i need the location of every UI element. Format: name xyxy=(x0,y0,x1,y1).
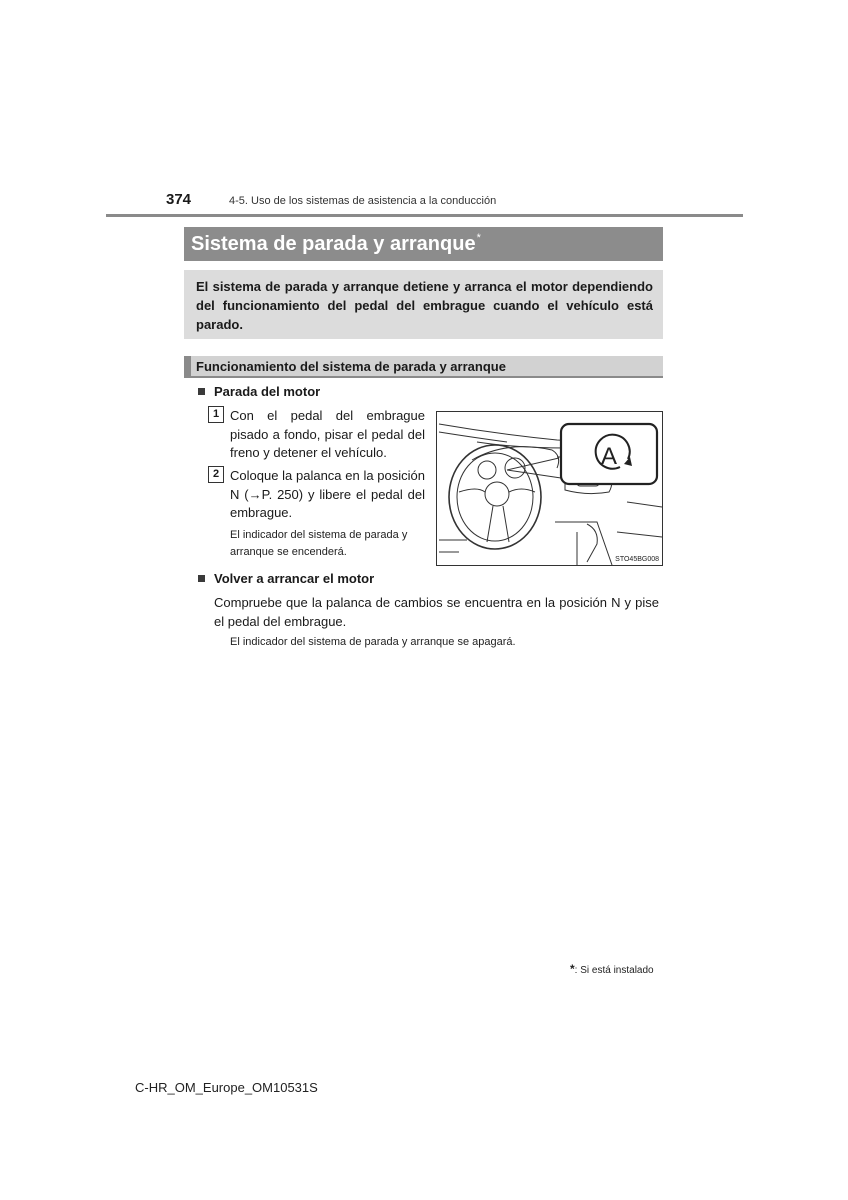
footnote-text: : Si está instalado xyxy=(574,965,654,976)
intro-box xyxy=(184,270,663,339)
heading-accent-bar xyxy=(184,356,191,376)
restart-engine-text: Compruebe que la palanca de cambios se encuentra en la posición N y pise el pedal del embrague. xyxy=(214,595,659,629)
asterisk-marker: * xyxy=(476,232,481,244)
page-number: 374 xyxy=(166,191,192,208)
section-title-bar xyxy=(184,227,663,261)
document-id: C-HR_OM_Europe_OM10531S xyxy=(135,1080,318,1095)
footnote-asterisk: * xyxy=(570,962,575,976)
footnote xyxy=(570,962,654,976)
page-title-text: Sistema de parada y arranque xyxy=(191,233,476,255)
section-breadcrumb: 4-5. Uso de los sistemas de asistencia a la conducción xyxy=(229,195,497,207)
step-2-text xyxy=(230,467,425,523)
dashboard-drawing xyxy=(437,412,662,565)
square-bullet-icon xyxy=(198,388,205,395)
illustration-code: STO45BG008 xyxy=(615,556,659,563)
subsection-heading-text: Funcionamiento del sistema de parada y arranque xyxy=(196,359,506,374)
indicator-letter: A xyxy=(600,443,618,470)
subsection-heading xyxy=(184,356,663,378)
step-2-text-suffix: P. 250) y libere el pedal del embrague. xyxy=(230,486,425,520)
arrow-icon: → xyxy=(248,486,262,502)
restart-engine-label: Volver a arrancar el motor xyxy=(214,571,375,586)
step-2-text-prefix: Coloque la palanca en la posición N ( xyxy=(230,468,425,502)
page-title xyxy=(191,232,481,256)
dashboard-illustration xyxy=(436,411,663,566)
intro-text: El sistema de parada y arranque detiene y arranca el motor dependiendo del funcionamiento del pedal del embrague cuando el vehículo está parado. xyxy=(196,279,653,332)
stop-engine-note: El indicador del sistema de parada y arranque se encenderá. xyxy=(230,529,408,558)
restart-engine-note: El indicador del sistema de parada y arranque se apagará. xyxy=(230,636,516,648)
header-divider xyxy=(106,214,743,217)
stop-engine-label: Parada del motor xyxy=(214,384,321,399)
square-bullet-icon xyxy=(198,575,205,582)
step-number-1: 1 xyxy=(208,406,224,423)
step-1-text: Con el pedal del embrague pisado a fondo, pisar el pedal del freno y detener el vehículo. xyxy=(230,408,425,460)
step-number-2: 2 xyxy=(208,466,224,483)
